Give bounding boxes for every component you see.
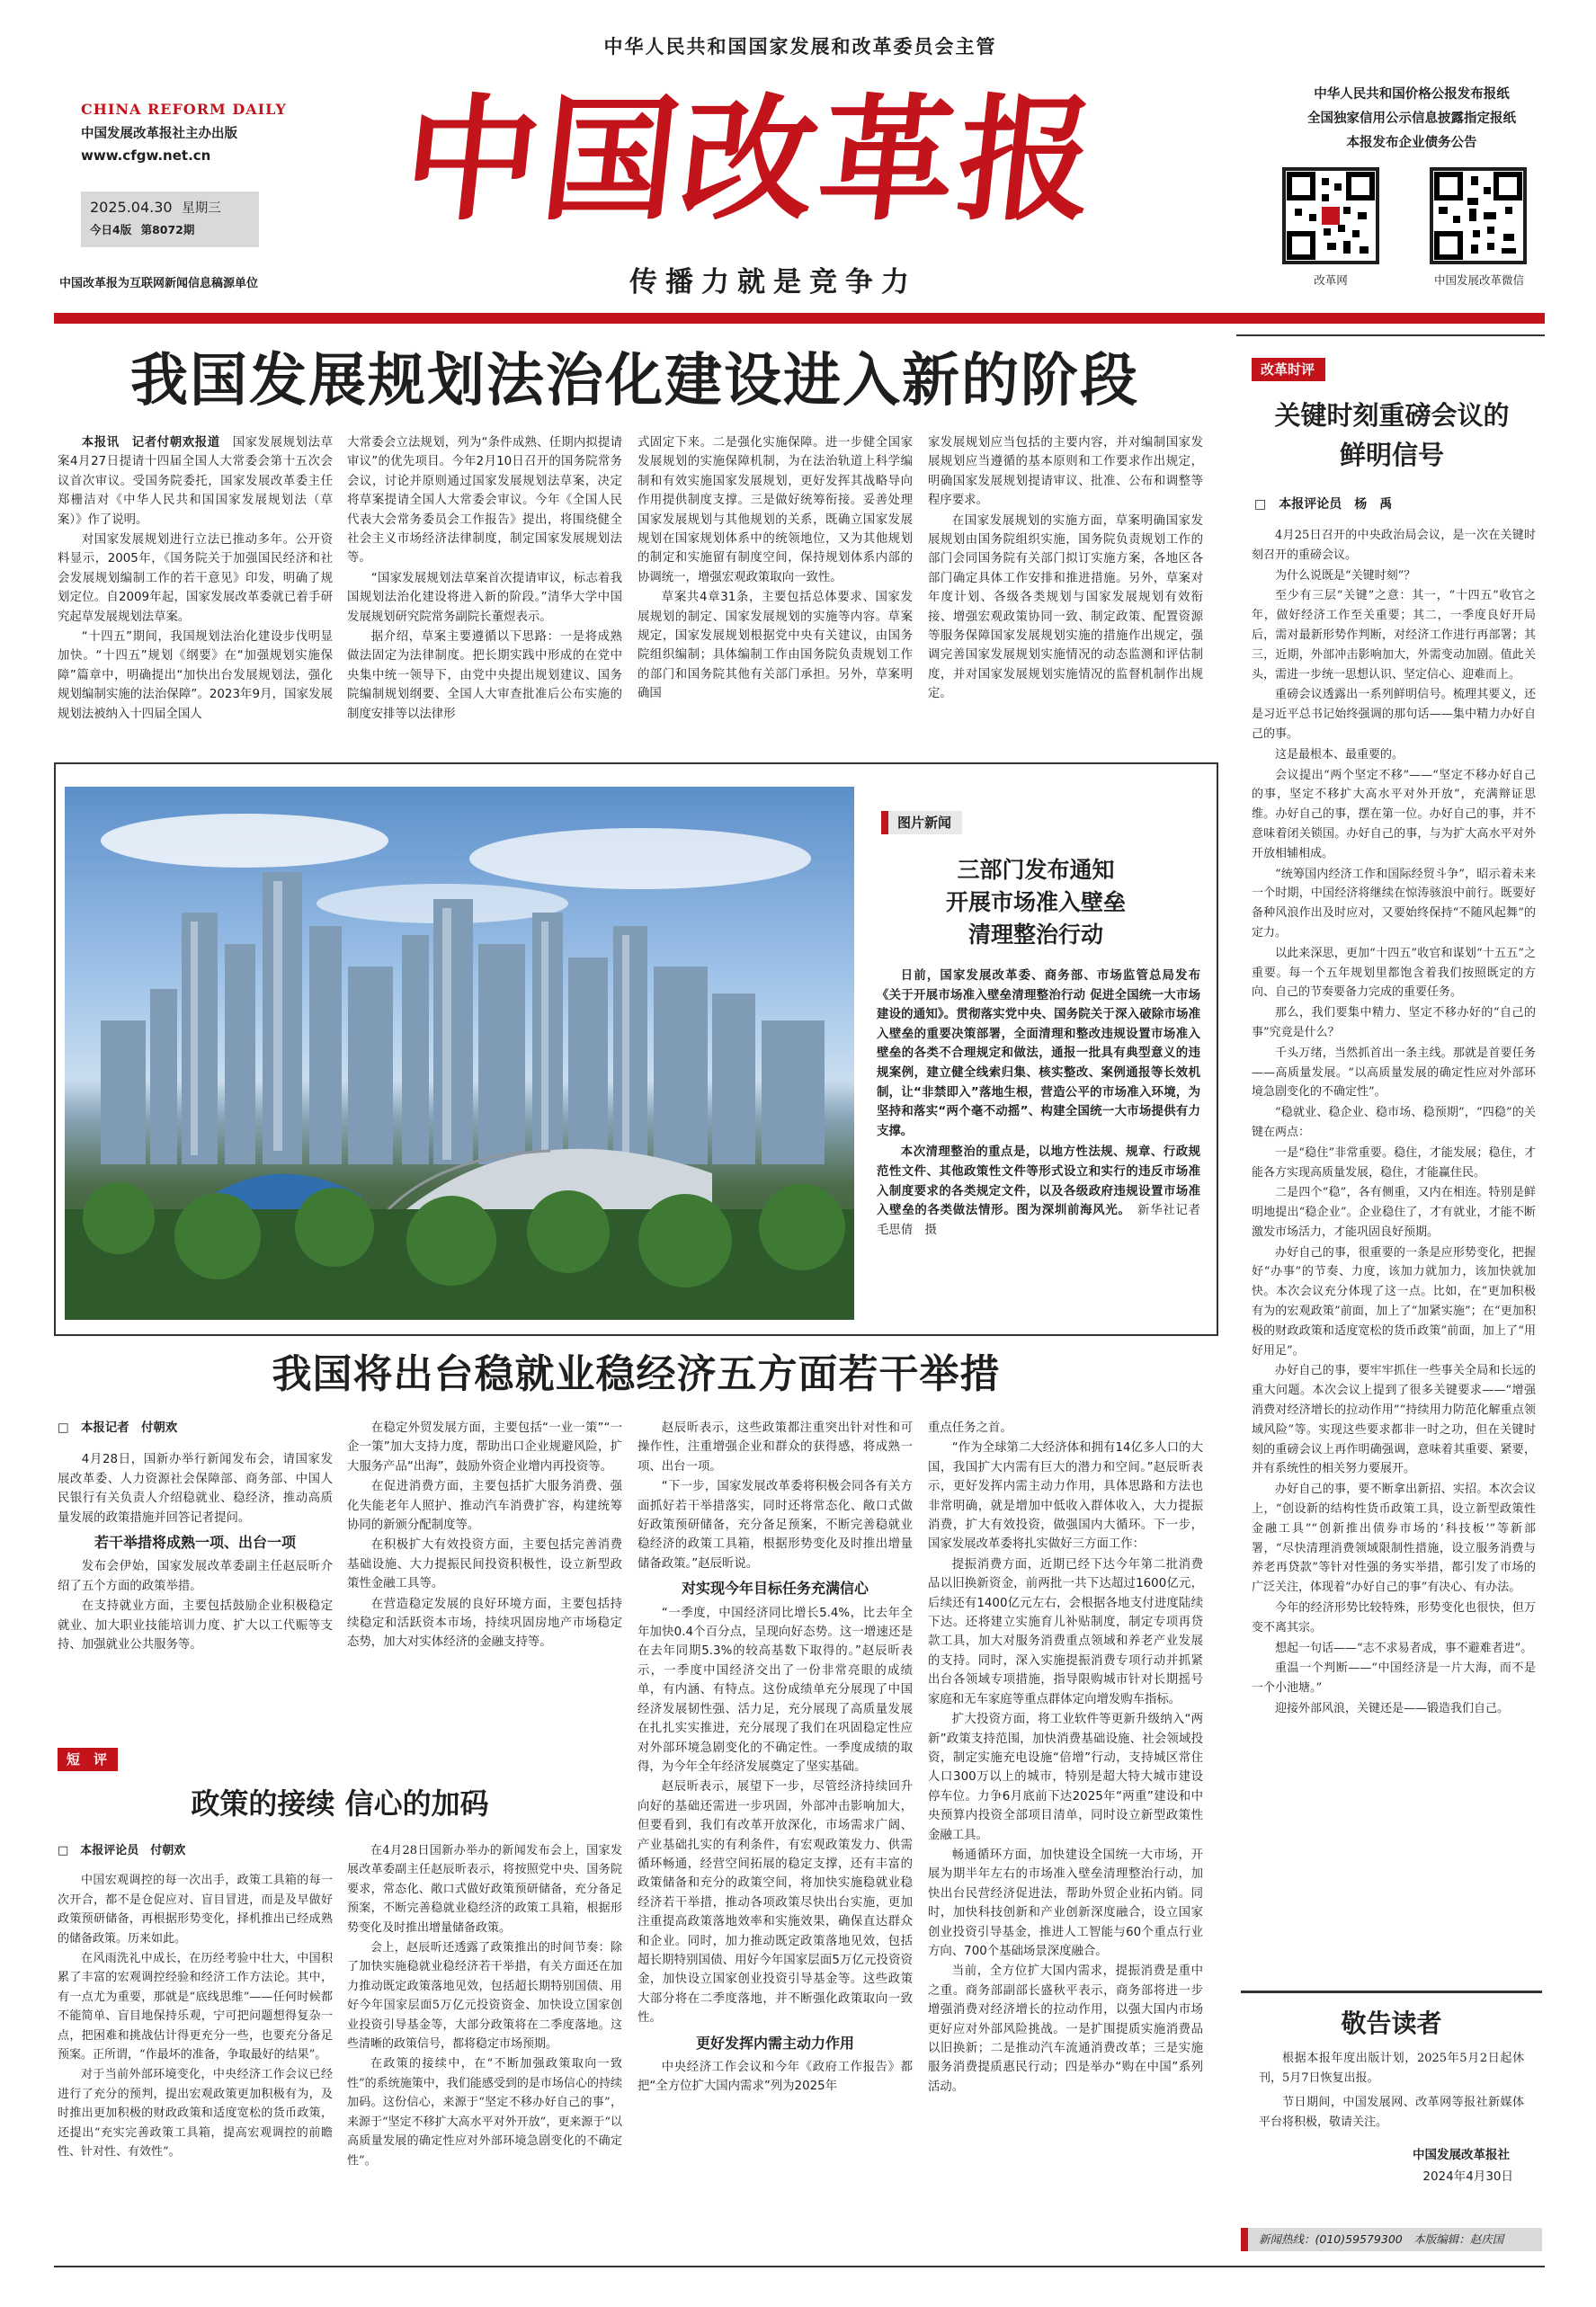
short-comment-col2-p1: 在4月28日国新办举办的新闻发布会上，国家发展改革委副主任赵辰昕表示，将按照党中央、国务院要求，常态化、敞口式做好政策预研储备，充分备足预案，不断完善稳就业稳经济的政策工具箱，根据形势变化及时推出增量储备政策。 — [347, 1844, 622, 1935]
qr-icon — [1286, 171, 1376, 261]
right-column-rule-top — [1236, 334, 1545, 336]
masthead-right — [1259, 83, 1565, 156]
stable-subhead-2: 对实现今年目标任务充满信心 — [681, 1580, 869, 1598]
short-comment-byline: □ 本报评论员 付朝欢 — [58, 1844, 186, 1857]
stable-col1-p2: 发布会伊始，国家发展改革委副主任赵辰昕介绍了五个方面的政策举措。 — [58, 1560, 333, 1593]
masthead-red-rule — [54, 313, 1545, 324]
stable-col2-p3: 在积极扩大有效投资方面，主要包括完善消费基础设施、大力提振民间投资积极性，设立新型政策性金融工具等。 — [347, 1538, 622, 1591]
stable-col3-p4: 赵辰昕表示，展望下一步，尽管经济持续回升向好的基础还需进一步巩固，外部冲击影响加大，但要看到，我们有改革开放深化，市场需求广阔、产业基础扎实的有利条件，有宏观政策发力、供需循环畅通，经营空间拓展的稳定支撑，还有丰富的政策储备和充分的政策空间，将加快实施稳就业稳经济若干举措，推动各项政策尽快出台实施，更加注重提高政策落地效率和实施效果，确保直达群众和企业。同时，加力推动既定政策落地见效，包括超长期特别国债、用好今年国家层面5万亿元投资资金，加快设立国家创业投资引导基金等。这些政策大部分将在二季度落地，并不断强化政策取向一致性。 — [638, 1780, 913, 2026]
short-comment-col1-p3: 对于当前外部环境变化，中央经济工作会议已经进行了充分的预判，提出宏观政策更加积极有为，及时推出更加积极的财政政策和适度宽松的货币政策，还提出“充实完善政策工具箱，提高宏观调控的前瞻性、针对性、有效性”。 — [58, 2068, 333, 2160]
photo-news-tag: 图片新闻 — [881, 811, 962, 834]
right-line-2: 全国独家信用公示信息披露指定报纸 — [1307, 111, 1516, 126]
stable-col2-p2: 在促进消费方面，主要包括扩大服务消费、强化失能老年人照护、推动汽车消费扩容，构建统筹协同的新颁分配制度等。 — [347, 1480, 622, 1533]
commentary-paragraph: 这是最根本、最重要的。 — [1275, 747, 1404, 762]
issue-date: 2025.04.30 — [90, 199, 173, 216]
photo-news-para-1: 日前，国家发展改革委、商务部、市场监管总局发布《关于开展市场准入壁垒清理整治行动 促进全国统一大市场建设的通知》。贯彻落实党中央、国务院关于深入破除市场准入壁垒的重要决策部署，全面清理和整改违规设置市场准入壁垒的各类不合理规定和做法，通报一批具有典型意义的违规案例，建立健全线索归集、核实整改、案例通报等长效机制，让“非禁即入”落地生根，营造公平的市场准入环境，为坚持和落实“两个毫不动摇”、构建全国统一大市场提供有力支撑。 — [877, 969, 1200, 1138]
commentary-byline: □ 本报评论员 杨 禹 — [1254, 497, 1393, 512]
lead-col2-p1: 大常委会立法规划，列为“条件成熟、任期内拟提请审议”的优先项目。今年2月10日召开的国务院常务会议，讨论并原则通过国家发展规划法草案，决定将草案提请全国人大常委会审议。今年《全国人民代表大会常务委员会工作报告》提出，将围绕健全社会主义市场经济法律制度，制定国家发展规划法等。 — [347, 436, 622, 566]
short-comment-col2-p3: 在政策的接续中，在“不断加强政策取向一致性”的系统施策中，我们能感受到的是市场信心的持续加码。这份信心，来源于“坚定不移办好自己的事”，来源于“坚定不移扩大高水平对外开放”，更来源于“以高质量发展的确定性应对外部环境急剧变化的不确定性”。 — [347, 2057, 622, 2168]
weekday: 星期三 — [182, 201, 221, 216]
lead-column-1 — [58, 433, 333, 744]
commentary-paragraph: 二是四个“稳”，各有侧重，又内在相连。特别是鲜明地提出“稳企业”。企业稳住了，才有就业，才能不断激发市场活力，才能巩固良好预期。 — [1252, 1186, 1536, 1239]
stable-col4-p5: 畅通循环方面，加快建设全国统一大市场，开展为期半年左右的市场准入壁垒清理整治行动，加快出台民营经济促进法，帮助外贸企业拓内销。同时，加快科技创新和产业创新深度融合，设立国家创业投资引导基金，推进人工智能与60个重点行业方向、700个基础场景深度融合。 — [928, 1848, 1203, 1958]
top-line: 中华人民共和国国家发展和改革委员会主管 — [603, 36, 997, 58]
notice-body-1: 根据本报年度出版计划，2025年5月2日起休刊，5月7日恢复出报。 — [1259, 2052, 1524, 2085]
publisher: 中国发展改革报社主办出版 — [81, 127, 237, 141]
stable-column-2 — [347, 1419, 622, 1742]
photo-news-title-line-1: 三部门发布通知 — [957, 857, 1115, 883]
qr-label-reform-net: 改革网 — [1314, 273, 1348, 287]
commentary-paragraph: 想起一句话——“志不求易者成，事不避难者进”。 — [1275, 1641, 1533, 1655]
stable-column-1 — [58, 1419, 333, 1742]
commentary-paragraph: 办好自己的事，要不断拿出新招、实招。本次会议上，“创设新的结构性货币政策工具，设立新型政策性金融工具”“创新推出债券市场的‘科技板’”等新部署，“尽快清理消费领域限制性措施，设立服务消费与养老再贷款”等针对性强的务实举措，都引发了市场的广泛关注，体现着“办好自己的事”有决心、有办法。 — [1252, 1483, 1536, 1595]
commentary-paragraph: “稳就业、稳企业、稳市场、稳预期”，“四稳”的关键在两点： — [1252, 1106, 1536, 1139]
stable-col1-p3: 在支持就业方面，主要包括鼓励企业积极稳定就业、加大职业技能培训力度、扩大以工代赈等支持、加强就业公共服务等。 — [58, 1599, 333, 1652]
commentary-paragraph: 今年的经济形势比较特殊，形势变化也很快，但万变不离其宗。 — [1252, 1601, 1536, 1634]
stable-col1-p1: 4月28日，国新办举行新闻发布会，请国家发展改革委、人力资源社会保障部、商务部、中国人民银行有关负责人介绍稳就业、稳经济，推动高质量发展的政策措施并回答记者提问。 — [58, 1453, 333, 1525]
short-comment-headline: 政策的接续 信心的加码 — [191, 1786, 489, 1821]
qr-icon — [1433, 171, 1523, 261]
footer-hotline: 新闻热线：(010)59579300 本版编辑：赵庆国 — [1259, 2232, 1504, 2246]
lead-col1-p2: 对国家发展规划进行立法已推动多年。公开资料显示，2005年，《国务院关于加强国民经济和社会发展规划编制工作的若干意见》印发，明确了规划定位。自2009年起，国家发展改革委就已着手研究起草发展规划法草案。 — [58, 533, 333, 624]
photo-shenzhen-qianhai — [65, 787, 854, 1320]
stable-col3-p2: “下一步，国家发展改革委将积极会同各有关方面抓好若干举措落实，同时还将常态化、敞口式做好政策预研储备，充分备足预案，不断完善稳就业稳经济的政策工具箱，根据形势变化及时推出增量储备政策。”赵辰昕说。 — [638, 1480, 913, 1571]
lead-col4-p2: 在国家发展规划的实施方面，草案明确国家发展规划由国务院组织实施，国务院负责规划工作的部门会同国务院有关部门拟订实施方案，各地区各部门确定具体工作安排和推进措施。另外，草案对年度计划、各级各类规划与国家发展规划有效衔接、增强宏观政策协同一致、制定政策、配置资源等服务保障国家发展规划实施的措施作出规定，强调完善国家发展规划实施情况的动态监测和评估制度，并对国家发展规划实施情况的监督机制作出规定。 — [928, 513, 1203, 701]
source-unit: 中国改革报为互联网新闻信息稿源单位 — [59, 277, 259, 290]
commentary-paragraph: 千头万绪，当然抓首出一条主线。那就是首要任务——高质量发展。“以高质量发展的确定性应对外部环境急剧变化的不确定性”。 — [1252, 1046, 1536, 1100]
commentary-paragraph: 为什么说既是“关键时刻”？ — [1275, 568, 1416, 583]
lead-col3-p2: 草案共4章31条，主要包括总体要求、国家发展规划的制定、国家发展规划的实施等内容。草案规定，国家发展规划根据党中央有关建议，由国务院组织编制；具体编制工作由国务院负责规划工作的部门和国务院其他有关部门承担。另外，草案明确国 — [638, 591, 913, 701]
commentary-headline — [1241, 396, 1543, 475]
notice-date: 2024年4月30日 — [1422, 2169, 1513, 2185]
stable-col3-p1: 赵辰昕表示，这些政策都注重突出针对性和可操作性，注重增强企业和群众的获得感，将成熟一项、出台一项。 — [638, 1421, 913, 1474]
stable-col2-p1: 在稳定外贸发展方面，主要包括“一业一策”“一企一策”加大支持力度，帮助出口企业规避风险，扩大服务产品“出海”，鼓励外资企业增内再投资等。 — [347, 1421, 622, 1474]
commentary-paragraph: 至少有三层“关键”之意：其一，“十四五”收官之年，做好经济工作至关重要；其二，一季度良好开局后，需对最新形势作判断，对经济工作进行再部署；其三，近期，外部冲击影响加大，外需变动加剧。值此关头，需进一步统一思想认识、坚定信心、迎难而上。 — [1252, 589, 1536, 681]
stable-col4-p2: “作为全球第二大经济体和拥有14亿多人口的大国，我国扩大内需有巨大的潜力和空间。”赵辰昕表示，更好发挥内需主动力作用，具体思路和方法也非常明确，就是增加中低收入群体收入，大力提振消费，扩大有效投资，做强国内大循环。下一步，国家发展改革委将扎实做好三方面工作： — [928, 1441, 1203, 1552]
commentary-paragraph: 办好自己的事，很重要的一条是应形势变化，把握好“办事”的节奏、力度，该加力就加力，该加快就加快。本次会议充分体现了这一点。比如，在“更加积极有为的宏观政策”前面，加上了“加紧实施”；在“更加积极的财政政策和适度宽松的货币政策”前面，加上了“用好用足”。 — [1252, 1245, 1536, 1358]
lead-column-3 — [638, 433, 913, 744]
short-comment-column-2 — [347, 1841, 622, 2237]
lead-col2-p3: 据介绍，草案主要遵循以下思路：一是将成熟做法固定为法律制度。把长期实践中形成的在党中央集中统一领导下，由党中央提出规划建议、国务院编制规划纲要、全国人大审查批准后公布实施的制度安排等以法律形 — [347, 630, 622, 721]
qr-label-wechat: 中国发展改革微信 — [1433, 273, 1524, 287]
commentary-tag: 改革时评 — [1252, 358, 1325, 381]
right-line-3: 本报发布企业债务公告 — [1346, 136, 1477, 150]
notice-signer: 中国发展改革报社 — [1413, 2148, 1510, 2163]
stable-col2-p4: 在营造稳定发展的良好环境方面，主要包括持续稳定和活跃资本市场，持续巩固房地产市场稳定态势，加大对实体经济的金融支持等。 — [347, 1597, 622, 1650]
edition-count: 今日4版 — [90, 223, 132, 236]
short-comment-tag: 短 评 — [58, 1748, 118, 1771]
commentary-paragraph: 一是“稳住”非常重要。稳住，才能发展；稳住，才能各方实现高质量发展，稳住，才能赢住民。 — [1252, 1145, 1536, 1180]
right-line-1: 中华人民共和国价格公报发布报纸 — [1314, 87, 1510, 102]
lead-column-4 — [928, 433, 1203, 744]
photo-news-text — [877, 966, 1213, 1326]
stable-col4-p6: 当前，全方位扩大国内需求，提振消费是重中之重。商务部副部长盛秋平表示，商务部将进一步增强消费对经济增长的拉动作用，以强大国内市场更好应对外部风险挑战。一是扩围提质实施消费品以旧换新；二是推动汽车流通消费改革；三是实施服务消费提质惠民行动；四是举办“购在中国”系列活动。 — [928, 1964, 1203, 2094]
date-box — [81, 192, 259, 247]
qr-code-reform-net[interactable] — [1282, 167, 1379, 264]
stable-column-3 — [638, 1419, 913, 2228]
stable-subhead-1: 若干举措将成熟一项、出台一项 — [94, 1534, 296, 1552]
stable-subhead-3: 更好发挥内需主动力作用 — [695, 2034, 854, 2052]
en-name: CHINA REFORM DAILY — [81, 101, 287, 118]
stable-byline: □ 本报记者 付朝欢 — [58, 1421, 178, 1435]
photo-news-title-line-3: 清理整治行动 — [967, 922, 1103, 948]
commentary-paragraph: 办好自己的事，要牢牢抓住一些事关全局和长远的重大问题。本次会议上提到了很多关键要求——“增强消费对经济增长的拉动作用”“持续用力防范化解重点领域风险”等。实现这些要求都非一时之功，但在关键时刻的重磅会议上再作明确强调，意味着其重要、紧要，并有系统性的相关努力要展开。 — [1252, 1364, 1536, 1476]
footer-rule — [54, 2266, 1545, 2267]
commentary-paragraph: 重温一个判断——“中国经济是一片大海，而不是一个小池塘。” — [1252, 1661, 1536, 1696]
stable-headline: 我国将出台稳就业稳经济五方面若干举措 — [272, 1351, 1001, 1397]
commentary-paragraph: 会议提出“两个坚定不移”——“坚定不移办好自己的事，坚定不移扩大高水平对外开放”，充满辩证思维。办好自己的事，摆在第一位。办好自己的事，并不意味着闭关锁国。办好自己的事，与为扩大高水平对外开放相辅相成。 — [1252, 768, 1536, 860]
slogan: 传播力就是竞争力 — [629, 266, 917, 298]
lead-col1-p1: 国家发展规划法草案4月27日提请十四届全国人大常委会第十五次会议首次审议。受国务院委托，国家发展改革委主任郑栅洁对《中华人民共和国国家发展规划法（草案）》作了说明。 — [58, 436, 334, 527]
stable-col3-p5: 中央经济工作会议和今年《政府工作报告》都把“全方位扩大国内需求”列为2025年 — [638, 2061, 913, 2094]
commentary-paragraph: 重磅会议透露出一系列鲜明信号。梳理其要义，还是习近平总书记始终强调的那句话——集中精力办好自己的事。 — [1252, 688, 1536, 741]
photo-news-title — [874, 854, 1198, 951]
city-skyline-illustration — [65, 787, 854, 1320]
short-comment-column-1 — [58, 1841, 333, 2237]
commentary-paragraph: 4月25日召开的中央政治局会议，是一次在关键时刻召开的重磅会议。 — [1252, 529, 1536, 562]
lead-byline: 本报讯 记者付朝欢报道 — [81, 436, 220, 450]
commentary-paragraph: “统筹国内经济工作和国际经贸斗争”，昭示着未来一个时期，中国经济将继续在惊涛骇浪中前行。既要好备种风浪作出及时应对，又要始终保持“不随风起舞”的定力。 — [1252, 867, 1536, 940]
masthead-left — [81, 101, 315, 164]
lead-headline: 我国发展规划法治化建设进入新的阶段 — [130, 347, 1139, 414]
stable-col4-p4: 扩大投资方面，将工业软件等更新升级纳入“两新”政策支持范围，加快消费基础设施、社会领域投资，制定实施充电设施“倍增”行动，支持城区常住人口300万以上的城市，特别是超大特大城市建设停车位。力争6月底前下达2025年“两重”建设和中央预算内投资全部项目清单，同时设立新型政策性金融工具。 — [928, 1713, 1203, 1842]
photo-credit: 新华社记者 毛思倩 摄 — [877, 1204, 1213, 1237]
newspaper-title: 中国改革报 — [396, 81, 1106, 239]
footer-hotline-bar — [1241, 2228, 1542, 2251]
commentary-paragraph: 那么，我们要集中精力、坚定不移办好的“自己的事”究竟是什么？ — [1252, 1006, 1536, 1039]
short-comment-col1-p1: 中国宏观调控的每一次出手，政策工具箱的每一次开合，都不是仓促应对、盲目冒进，而是及早做好政策预研储备，再根据形势变化，择机推出已经成熟的储备政策。历来如此。 — [58, 1874, 333, 1946]
notice-box — [1241, 1991, 1542, 2226]
notice-title: 敬告读者 — [1341, 2009, 1442, 2038]
lead-col1-p3: “十四五”期间，我国规划法治化建设步伐明显加快。“十四五”规划《纲要》在“加强规划实施保障”篇章中，明确提出“加快出台发展规划法，强化规划编制实施的法治保障”。2023年9月，国家发展规划法被纳入十四届全国人 — [58, 630, 333, 721]
photo-news-para-2: 本次清理整治的重点是，以地方性法规、规章、行政规范性文件、其他政策性文件等形式设立和实行的违反市场准入制度要求的各类规定文件，以及各级政府违规设置市场准入壁垒的各类做法情形。图为深圳前海风光。 新华社记者 毛思倩 摄 — [877, 1145, 1213, 1237]
stable-column-4 — [928, 1419, 1203, 2228]
lead-col3-p1: 式固定下来。二是强化实施保障。进一步健全国家发展规划的实施保障机制，为在法治轨道上科学编制和有效实施国家发展规划，更好发挥其战略导向作用提供制度支撑。三是做好统筹衔接。妥善处理国家发展规划与其他规划的关系，既确立国家发展规划在国家规划体系中的统领地位，又为其他规划的制定和实施留有制度空间，保持规划体系内部的协调统一，增强宏观政策取向一致性。 — [638, 436, 913, 584]
website-link[interactable]: www.cfgw.net.cn — [81, 147, 211, 164]
lead-col2-p2: “国家发展规划法草案首次提请审议，标志着我国规划法治化建设将进入新的阶段。”清华大学中国发展规划研究院常务副院长董煜表示。 — [347, 571, 622, 624]
commentary-headline-line-1: 关键时刻重磅会议的 — [1274, 400, 1510, 431]
commentary-paragraph: 以此来深思，更加“十四五”收官和谋划“十五五”之重要。每一个五年规划里都饱含着我们按照既定的方向、自己的节奏要备力完成的重要任务。 — [1252, 946, 1536, 1000]
commentary-paragraph: 迎接外部风浪，关键还是——锻造我们自己。 — [1275, 1702, 1510, 1716]
stable-col3-p3: “一季度，中国经济同比增长5.4%，比去年全年加快0.4个百分点，呈现向好态势。这一增速还是在去年同期5.3%的较高基数下取得的。”赵辰昕表示，一季度中国经济交出了一份非常亮眼的成绩单，有内涵、有特点。这份成绩单充分展现了中国经济发展韧性强、活力足，充分展现了高质量发展在扎扎实实推进，充分展现了我们在巩固稳定性应对外部环境急剧变化的不确定性。一季度成绩的取得，为今年全年经济发展奠定了坚实基础。 — [638, 1606, 913, 1774]
stable-col4-p1: 重点任务之首。 — [928, 1421, 1012, 1435]
short-comment-col2-p2: 会上，赵辰昕还透露了政策推出的时间节奏：除了加快实施稳就业稳经济若干举措，有关方面还在加力推动既定政策落地见效，包括超长期特别国债、用好今年国家层面5万亿元投资资金、加快设立国家创业投资引导基金等，大部分政策将在二季度落地。这些清晰的政策信号，都将稳定市场预期。 — [347, 1941, 622, 2052]
qr-code-wechat[interactable] — [1430, 167, 1527, 264]
photo-news-title-line-2: 开展市场准入壁垒 — [945, 889, 1126, 915]
commentary-body — [1252, 526, 1536, 1978]
lead-column-2 — [347, 433, 622, 744]
short-comment-col1-p2: 在风雨洗礼中成长，在历经考验中壮大，中国积累了丰富的宏观调控经验和经济工作方法论。其中，有一点尤为重要，那就是“底线思维”——任何时候都不能简单、盲目地保持乐观，宁可把问题想得复杂一点，把困难和挑战估计得更充分一些，也要充分备足预案。正所谓，“作最坏的准备，争取最好的结果”。 — [58, 1952, 333, 2062]
commentary-headline-line-2: 鲜明信号 — [1339, 440, 1444, 470]
notice-body-2: 节日期间，中国发展网、改革网等报社新媒体平台将积极，敬请关注。 — [1259, 2096, 1524, 2129]
issue-number: 第8072期 — [140, 223, 195, 236]
stable-col4-p3: 提振消费方面，近期已经下达今年第二批消费品以旧换新资金，前两批一共下达超过1600亿元，后续还有1400亿元左右，会根据各地支付进度陆续下达。还将建立实施育儿补贴制度，制定专项再贷款工具，加大对服务消费重点领域和养老产业发展的支持。同时，深入实施提振消费专项行动并抓紧出台各领域专项措施，指导限购城市针对长期摇号家庭和无车家庭等重点群体定向增发购车指标。 — [928, 1557, 1203, 1706]
lead-col4-p1: 家发展规划应当包括的主要内容，并对编制国家发展规划应当遵循的基本原则和工作要求作出规定，明确国家发展规划提请审议、批准、公布和调整等程序要求。 — [928, 436, 1203, 508]
